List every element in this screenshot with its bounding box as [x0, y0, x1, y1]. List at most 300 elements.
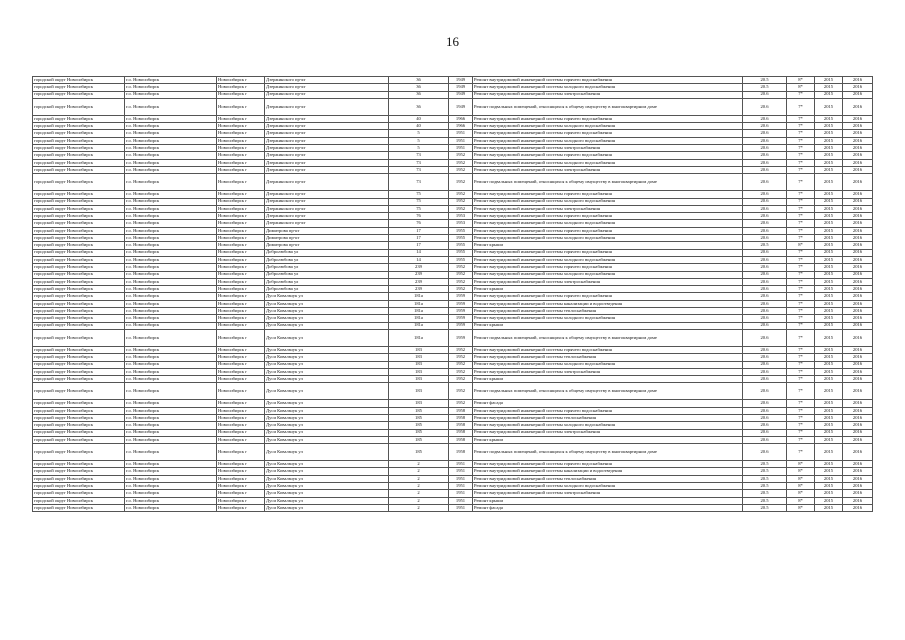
work-type-cell: Ремонт внутридомовой инженерной системы холодного водоснабжения	[473, 159, 743, 166]
municipality-cell: г.о. Новосибирск	[125, 483, 217, 490]
municipal-district-cell: городской округ Новосибирск	[33, 407, 125, 414]
build-year-cell: 1953	[449, 220, 473, 227]
start-year-cell: 2015	[815, 461, 843, 468]
street-cell: Дуси Ковальчук ул	[265, 354, 389, 361]
table-row	[33, 198, 873, 205]
end-year-cell: 2016	[843, 286, 873, 293]
house-number-cell: 185	[389, 436, 449, 443]
start-year-cell: 2015	[815, 483, 843, 490]
house-number-cell: 73	[389, 152, 449, 159]
street-cell: Дуси Ковальчук ул	[265, 444, 389, 461]
build-year-cell: 1959	[449, 329, 473, 346]
priority-code-cell: 8*	[787, 490, 815, 497]
municipal-district-cell: городской округ Новосибирск	[33, 227, 125, 234]
table-row	[33, 191, 873, 198]
street-cell: Дуси Ковальчук ул	[265, 468, 389, 475]
priority-code-cell: 8*	[787, 461, 815, 468]
municipality-cell: г.о. Новосибирск	[125, 376, 217, 383]
deadline-code-cell: 20.5	[743, 242, 787, 249]
priority-code-cell: 7*	[787, 400, 815, 407]
build-year-cell: 1959	[449, 293, 473, 300]
deadline-code-cell: 20.6	[743, 91, 787, 98]
municipal-district-cell: городской округ Новосибирск	[33, 422, 125, 429]
house-number-cell: 183	[389, 361, 449, 368]
deadline-code-cell: 20.6	[743, 429, 787, 436]
street-cell: Дзержинского пр-кт	[265, 98, 389, 115]
house-number-cell: 185	[389, 429, 449, 436]
street-cell: Дуси Ковальчук ул	[265, 368, 389, 375]
work-type-cell: Ремонт крыши	[473, 497, 743, 504]
end-year-cell: 2016	[843, 308, 873, 315]
deadline-code-cell: 20.6	[743, 115, 787, 122]
deadline-code-cell: 20.6	[743, 383, 787, 400]
table-row	[33, 293, 873, 300]
work-type-cell: Ремонт внутридомовой инженерной системы холодного водоснабжения	[473, 220, 743, 227]
end-year-cell: 2016	[843, 227, 873, 234]
street-cell: Дуси Ковальчук ул	[265, 407, 389, 414]
deadline-code-cell: 20.6	[743, 249, 787, 256]
deadline-code-cell: 20.6	[743, 286, 787, 293]
end-year-cell: 2016	[843, 213, 873, 220]
deadline-code-cell: 20.6	[743, 191, 787, 198]
municipal-district-cell: городской округ Новосибирск	[33, 115, 125, 122]
house-number-cell: 5	[389, 137, 449, 144]
work-type-cell: Ремонт внутридомовой инженерной системы горячего водоснабжения	[473, 227, 743, 234]
municipality-cell: г.о. Новосибирск	[125, 227, 217, 234]
municipal-district-cell: городской округ Новосибирск	[33, 145, 125, 152]
work-type-cell: Ремонт крыши	[473, 436, 743, 443]
end-year-cell: 2016	[843, 84, 873, 91]
house-number-cell: 36	[389, 84, 449, 91]
municipality-cell: г.о. Новосибирск	[125, 152, 217, 159]
house-number-cell: 2	[389, 490, 449, 497]
deadline-code-cell: 20.6	[743, 414, 787, 421]
settlement-cell: Новосибирск г	[217, 497, 265, 504]
start-year-cell: 2015	[815, 152, 843, 159]
priority-code-cell: 8*	[787, 242, 815, 249]
municipality-cell: г.о. Новосибирск	[125, 475, 217, 482]
priority-code-cell: 7*	[787, 159, 815, 166]
municipality-cell: г.о. Новосибирск	[125, 400, 217, 407]
work-type-cell: Ремонт внутридомовой инженерной системы электроснабжения	[473, 205, 743, 212]
municipality-cell: г.о. Новосибирск	[125, 242, 217, 249]
municipal-district-cell: городской округ Новосибирск	[33, 414, 125, 421]
table-row	[33, 400, 873, 407]
table-row	[33, 91, 873, 98]
build-year-cell: 1955	[449, 249, 473, 256]
priority-code-cell: 7*	[787, 123, 815, 130]
deadline-code-cell: 20.6	[743, 308, 787, 315]
house-number-cell: 2	[389, 497, 449, 504]
settlement-cell: Новосибирск г	[217, 242, 265, 249]
build-year-cell: 1951	[449, 137, 473, 144]
municipal-district-cell: городской округ Новосибирск	[33, 152, 125, 159]
work-type-cell: Ремонт внутридомовой инженерной системы холодного водоснабжения	[473, 123, 743, 130]
build-year-cell: 1958	[449, 444, 473, 461]
settlement-cell: Новосибирск г	[217, 504, 265, 511]
priority-code-cell: 7*	[787, 368, 815, 375]
table-row	[33, 235, 873, 242]
house-number-cell: 73	[389, 159, 449, 166]
priority-code-cell: 7*	[787, 361, 815, 368]
start-year-cell: 2015	[815, 315, 843, 322]
end-year-cell: 2016	[843, 315, 873, 322]
municipality-cell: г.о. Новосибирск	[125, 468, 217, 475]
build-year-cell: 1952	[449, 159, 473, 166]
priority-code-cell: 7*	[787, 383, 815, 400]
work-type-cell: Ремонт внутридомовой инженерной системы горячего водоснабжения	[473, 213, 743, 220]
end-year-cell: 2016	[843, 77, 873, 84]
settlement-cell: Новосибирск г	[217, 278, 265, 285]
table-row	[33, 407, 873, 414]
house-number-cell: 36	[389, 77, 449, 84]
build-year-cell: 1951	[449, 490, 473, 497]
build-year-cell: 1949	[449, 77, 473, 84]
start-year-cell: 2015	[815, 278, 843, 285]
table-row	[33, 436, 873, 443]
deadline-code-cell: 20.6	[743, 361, 787, 368]
house-number-cell: 76	[389, 220, 449, 227]
end-year-cell: 2016	[843, 368, 873, 375]
table-row	[33, 346, 873, 353]
table-row	[33, 264, 873, 271]
priority-code-cell: 7*	[787, 191, 815, 198]
municipal-district-cell: городской округ Новосибирск	[33, 242, 125, 249]
municipality-cell: г.о. Новосибирск	[125, 293, 217, 300]
work-type-cell: Ремонт подвальных помещений, относящихся к общему имуществу в многоквартирном доме	[473, 329, 743, 346]
priority-code-cell: 7*	[787, 278, 815, 285]
work-type-cell: Ремонт внутридомовой инженерной системы электроснабжения	[473, 278, 743, 285]
street-cell: Добролюбова ул	[265, 286, 389, 293]
build-year-cell: 1952	[449, 376, 473, 383]
settlement-cell: Новосибирск г	[217, 346, 265, 353]
work-type-cell: Ремонт внутридомовой инженерной системы холодного водоснабжения	[473, 256, 743, 263]
end-year-cell: 2016	[843, 123, 873, 130]
settlement-cell: Новосибирск г	[217, 308, 265, 315]
priority-code-cell: 7*	[787, 174, 815, 191]
settlement-cell: Новосибирск г	[217, 300, 265, 307]
municipal-district-cell: городской округ Новосибирск	[33, 300, 125, 307]
settlement-cell: Новосибирск г	[217, 436, 265, 443]
priority-code-cell: 7*	[787, 315, 815, 322]
settlement-cell: Новосибирск г	[217, 286, 265, 293]
house-number-cell: 40	[389, 123, 449, 130]
municipal-district-cell: городской округ Новосибирск	[33, 461, 125, 468]
table-row	[33, 483, 873, 490]
start-year-cell: 2015	[815, 308, 843, 315]
street-cell: Дуси Ковальчук ул	[265, 436, 389, 443]
street-cell: Дзержинского пр-кт	[265, 174, 389, 191]
build-year-cell: 1952	[449, 361, 473, 368]
work-type-cell: Ремонт внутридомовой инженерной системы электроснабжения	[473, 145, 743, 152]
settlement-cell: Новосибирск г	[217, 98, 265, 115]
house-number-cell: 181а	[389, 322, 449, 329]
priority-code-cell: 7*	[787, 145, 815, 152]
priority-code-cell: 7*	[787, 444, 815, 461]
work-type-cell: Ремонт крыши	[473, 376, 743, 383]
house-number-cell: 17	[389, 235, 449, 242]
end-year-cell: 2016	[843, 383, 873, 400]
municipality-cell: г.о. Новосибирск	[125, 91, 217, 98]
house-number-cell: 75	[389, 198, 449, 205]
end-year-cell: 2016	[843, 191, 873, 198]
work-type-cell: Ремонт внутридомовой инженерной системы горячего водоснабжения	[473, 264, 743, 271]
house-number-cell: 5	[389, 145, 449, 152]
street-cell: Дуси Ковальчук ул	[265, 504, 389, 511]
house-number-cell: 181а	[389, 315, 449, 322]
deadline-code-cell: 20.6	[743, 152, 787, 159]
table-row	[33, 444, 873, 461]
work-type-cell: Ремонт подвальных помещений, относящихся к общему имуществу в многоквартирном доме	[473, 444, 743, 461]
start-year-cell: 2015	[815, 468, 843, 475]
build-year-cell: 1952	[449, 198, 473, 205]
house-number-cell: 181а	[389, 293, 449, 300]
street-cell: Дзержинского пр-кт	[265, 91, 389, 98]
deadline-code-cell: 20.6	[743, 98, 787, 115]
house-number-cell: 2	[389, 468, 449, 475]
priority-code-cell: 8*	[787, 483, 815, 490]
end-year-cell: 2016	[843, 407, 873, 414]
deadline-code-cell: 20.6	[743, 436, 787, 443]
start-year-cell: 2015	[815, 329, 843, 346]
work-type-cell: Ремонт внутридомовой инженерной системы электроснабжения	[473, 368, 743, 375]
settlement-cell: Новосибирск г	[217, 220, 265, 227]
build-year-cell: 1952	[449, 346, 473, 353]
municipal-district-cell: городской округ Новосибирск	[33, 361, 125, 368]
build-year-cell: 1953	[449, 213, 473, 220]
start-year-cell: 2015	[815, 174, 843, 191]
settlement-cell: Новосибирск г	[217, 123, 265, 130]
end-year-cell: 2016	[843, 497, 873, 504]
street-cell: Дзержинского пр-кт	[265, 130, 389, 137]
settlement-cell: Новосибирск г	[217, 198, 265, 205]
work-type-cell: Ремонт внутридомовой инженерной системы холодного водоснабжения	[473, 271, 743, 278]
house-number-cell: 75	[389, 205, 449, 212]
municipal-district-cell: городской округ Новосибирск	[33, 490, 125, 497]
municipal-district-cell: городской округ Новосибирск	[33, 220, 125, 227]
settlement-cell: Новосибирск г	[217, 145, 265, 152]
settlement-cell: Новосибирск г	[217, 461, 265, 468]
deadline-code-cell: 20.6	[743, 346, 787, 353]
municipal-district-cell: городской округ Новосибирск	[33, 159, 125, 166]
street-cell: Дуси Ковальчук ул	[265, 376, 389, 383]
deadline-code-cell: 20.6	[743, 293, 787, 300]
street-cell: Дуси Ковальчук ул	[265, 346, 389, 353]
street-cell: Дуси Ковальчук ул	[265, 422, 389, 429]
municipality-cell: г.о. Новосибирск	[125, 329, 217, 346]
municipality-cell: г.о. Новосибирск	[125, 123, 217, 130]
start-year-cell: 2015	[815, 227, 843, 234]
start-year-cell: 2015	[815, 77, 843, 84]
table-row	[33, 490, 873, 497]
table-row	[33, 361, 873, 368]
municipality-cell: г.о. Новосибирск	[125, 444, 217, 461]
work-type-cell: Ремонт внутридомовой инженерной системы холодного водоснабжения	[473, 422, 743, 429]
settlement-cell: Новосибирск г	[217, 130, 265, 137]
settlement-cell: Новосибирск г	[217, 315, 265, 322]
end-year-cell: 2016	[843, 278, 873, 285]
start-year-cell: 2015	[815, 249, 843, 256]
deadline-code-cell: 20.5	[743, 475, 787, 482]
work-type-cell: Ремонт внутридомовой инженерной системы горячего водоснабжения	[473, 115, 743, 122]
house-number-cell: 2	[389, 475, 449, 482]
deadline-code-cell: 20.6	[743, 315, 787, 322]
street-cell: Дуси Ковальчук ул	[265, 400, 389, 407]
street-cell: Дуси Ковальчук ул	[265, 497, 389, 504]
house-number-cell: 183	[389, 354, 449, 361]
priority-code-cell: 7*	[787, 300, 815, 307]
municipal-district-cell: городской округ Новосибирск	[33, 264, 125, 271]
table-row	[33, 475, 873, 482]
municipality-cell: г.о. Новосибирск	[125, 115, 217, 122]
table-row	[33, 130, 873, 137]
table-row	[33, 256, 873, 263]
house-number-cell: 183	[389, 400, 449, 407]
start-year-cell: 2015	[815, 429, 843, 436]
work-type-cell: Ремонт внутридомовой инженерной системы теплоснабжения	[473, 414, 743, 421]
work-type-cell: Ремонт крыши	[473, 242, 743, 249]
work-type-cell: Ремонт внутридомовой инженерной системы горячего водоснабжения	[473, 461, 743, 468]
build-year-cell: 1966	[449, 115, 473, 122]
settlement-cell: Новосибирск г	[217, 77, 265, 84]
build-year-cell: 1951	[449, 475, 473, 482]
house-number-cell: 73	[389, 174, 449, 191]
municipal-district-cell: городской округ Новосибирск	[33, 166, 125, 173]
table-row	[33, 368, 873, 375]
municipality-cell: г.о. Новосибирск	[125, 213, 217, 220]
start-year-cell: 2015	[815, 376, 843, 383]
start-year-cell: 2015	[815, 400, 843, 407]
work-type-cell: Ремонт внутридомовой инженерной системы горячего водоснабжения	[473, 191, 743, 198]
municipal-district-cell: городской округ Новосибирск	[33, 329, 125, 346]
table-row	[33, 308, 873, 315]
municipal-district-cell: городской округ Новосибирск	[33, 308, 125, 315]
work-type-cell: Ремонт внутридомовой инженерной системы горячего водоснабжения	[473, 152, 743, 159]
start-year-cell: 2015	[815, 293, 843, 300]
municipality-cell: г.о. Новосибирск	[125, 205, 217, 212]
start-year-cell: 2015	[815, 235, 843, 242]
work-type-cell: Ремонт внутридомовой инженерной системы горячего водоснабжения	[473, 407, 743, 414]
municipality-cell: г.о. Новосибирск	[125, 286, 217, 293]
end-year-cell: 2016	[843, 198, 873, 205]
work-type-cell: Ремонт внутридомовой инженерной системы канализации и водоотведения	[473, 300, 743, 307]
start-year-cell: 2015	[815, 346, 843, 353]
build-year-cell: 1955	[449, 242, 473, 249]
street-cell: Добролюбова ул	[265, 264, 389, 271]
start-year-cell: 2015	[815, 490, 843, 497]
street-cell: Дзержинского пр-кт	[265, 213, 389, 220]
deadline-code-cell: 20.6	[743, 422, 787, 429]
table-row	[33, 152, 873, 159]
table-row	[33, 383, 873, 400]
house-number-cell: 73	[389, 166, 449, 173]
municipal-district-cell: городской округ Новосибирск	[33, 436, 125, 443]
work-type-cell: Ремонт внутридомовой инженерной системы теплоснабжения	[473, 475, 743, 482]
house-number-cell: 239	[389, 264, 449, 271]
end-year-cell: 2016	[843, 300, 873, 307]
street-cell: Дзержинского пр-кт	[265, 205, 389, 212]
municipality-cell: г.о. Новосибирск	[125, 159, 217, 166]
deadline-code-cell: 20.6	[743, 166, 787, 173]
build-year-cell: 1952	[449, 152, 473, 159]
start-year-cell: 2015	[815, 264, 843, 271]
house-number-cell: 185	[389, 414, 449, 421]
work-type-cell: Ремонт внутридомовой инженерной системы горячего водоснабжения	[473, 130, 743, 137]
work-type-cell: Ремонт внутридомовой инженерной системы электроснабжения	[473, 429, 743, 436]
street-cell: Дзержинского пр-кт	[265, 84, 389, 91]
municipal-district-cell: городской округ Новосибирск	[33, 137, 125, 144]
priority-code-cell: 8*	[787, 84, 815, 91]
settlement-cell: Новосибирск г	[217, 490, 265, 497]
deadline-code-cell: 20.6	[743, 174, 787, 191]
table-row	[33, 123, 873, 130]
end-year-cell: 2016	[843, 361, 873, 368]
priority-code-cell: 8*	[787, 497, 815, 504]
priority-code-cell: 7*	[787, 407, 815, 414]
deadline-code-cell: 20.6	[743, 130, 787, 137]
settlement-cell: Новосибирск г	[217, 354, 265, 361]
municipality-cell: г.о. Новосибирск	[125, 145, 217, 152]
build-year-cell: 1966	[449, 123, 473, 130]
start-year-cell: 2015	[815, 354, 843, 361]
build-year-cell: 1958	[449, 407, 473, 414]
work-type-cell: Ремонт подвальных помещений, относящихся к общему имуществу в многоквартирном доме	[473, 383, 743, 400]
priority-code-cell: 7*	[787, 91, 815, 98]
start-year-cell: 2015	[815, 368, 843, 375]
priority-code-cell: 7*	[787, 422, 815, 429]
deadline-code-cell: 20.6	[743, 145, 787, 152]
settlement-cell: Новосибирск г	[217, 468, 265, 475]
end-year-cell: 2016	[843, 91, 873, 98]
deadline-code-cell: 20.6	[743, 376, 787, 383]
build-year-cell: 1952	[449, 264, 473, 271]
start-year-cell: 2015	[815, 407, 843, 414]
start-year-cell: 2015	[815, 84, 843, 91]
deadline-code-cell: 20.5	[743, 461, 787, 468]
house-number-cell: 183	[389, 368, 449, 375]
street-cell: Димитрова пр-кт	[265, 242, 389, 249]
table-row	[33, 468, 873, 475]
house-number-cell: 2	[389, 461, 449, 468]
municipal-district-cell: городской округ Новосибирск	[33, 475, 125, 482]
street-cell: Дзержинского пр-кт	[265, 145, 389, 152]
deadline-code-cell: 20.6	[743, 159, 787, 166]
street-cell: Дуси Ковальчук ул	[265, 315, 389, 322]
municipality-cell: г.о. Новосибирск	[125, 407, 217, 414]
build-year-cell: 1959	[449, 308, 473, 315]
priority-code-cell: 8*	[787, 475, 815, 482]
priority-code-cell: 8*	[787, 504, 815, 511]
municipal-district-cell: городской округ Новосибирск	[33, 286, 125, 293]
end-year-cell: 2016	[843, 422, 873, 429]
start-year-cell: 2015	[815, 198, 843, 205]
priority-code-cell: 7*	[787, 235, 815, 242]
municipality-cell: г.о. Новосибирск	[125, 308, 217, 315]
end-year-cell: 2016	[843, 256, 873, 263]
house-number-cell: 14	[389, 256, 449, 263]
house-number-cell: 36	[389, 98, 449, 115]
house-number-cell: 75	[389, 191, 449, 198]
municipality-cell: г.о. Новосибирск	[125, 235, 217, 242]
settlement-cell: Новосибирск г	[217, 249, 265, 256]
municipal-district-cell: городской округ Новосибирск	[33, 174, 125, 191]
end-year-cell: 2016	[843, 444, 873, 461]
work-type-cell: Ремонт внутридомовой инженерной системы электроснабжения	[473, 166, 743, 173]
table-row	[33, 220, 873, 227]
priority-code-cell: 7*	[787, 220, 815, 227]
end-year-cell: 2016	[843, 98, 873, 115]
build-year-cell: 1952	[449, 400, 473, 407]
